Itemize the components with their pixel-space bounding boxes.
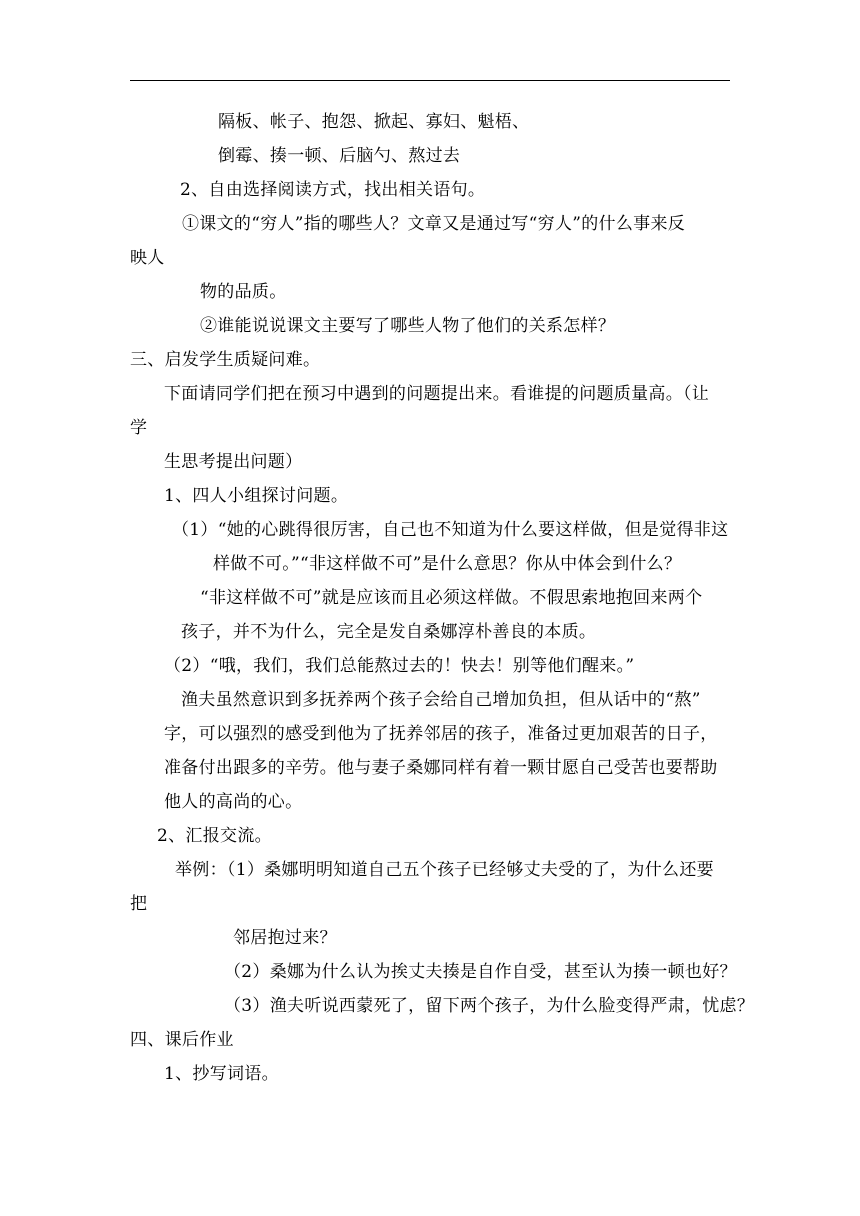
text-line-13: （1）“她的心跳得很厉害，自己也不知道为什么要这样做，但是觉得非这 xyxy=(172,520,729,540)
text-line-26: （2）桑娜为什么认为挨丈夫揍是自作自受，甚至认为揍一顿也好？ xyxy=(224,962,737,982)
text-line-1: 隔板、帐子、抱怨、掀起、寡妇、魁梧、 xyxy=(218,112,530,132)
text-line-2: 倒霉、揍一顿、后脑勺、熬过去 xyxy=(218,146,461,166)
text-line-5: 映人 xyxy=(130,248,165,268)
text-line-24: 把 xyxy=(130,894,148,914)
text-line-9: 下面请同学们把在预习中遇到的问题提出来。看谁提的问题质量高。（让 xyxy=(164,384,710,404)
text-line-10: 学 xyxy=(130,418,148,438)
text-line-27: （3）渔夫听说西蒙死了，留下两个孩子，为什么脸变得严肃，忧虑？ xyxy=(224,996,755,1016)
text-line-11: 生思考提出问题） xyxy=(164,452,303,472)
text-line-15: “非这样做不可”就是应该而且必须这样做。不假思索地抱回来两个 xyxy=(200,588,703,608)
text-line-17: （2）“哦，我们，我们总能熬过去的！快去！别等他们醒来。” xyxy=(164,656,635,676)
text-line-14: 样做不可。”“非这样做不可”是什么意思？你从中体会到什么？ xyxy=(213,554,682,574)
text-line-19: 字，可以强烈的感受到他为了抚养邻居的孩子，准备过更加艰苦的日子， xyxy=(164,724,718,744)
text-line-25: 邻居抱过来？ xyxy=(233,928,337,948)
text-line-12: 1、四人小组探讨问题。 xyxy=(164,486,349,506)
text-line-7: ②谁能说说课文主要写了哪些人物了他们的关系怎样？ xyxy=(200,316,616,336)
text-line-3: 2、自由选择阅读方式，找出相关语句。 xyxy=(180,180,486,200)
text-line-21: 他人的高尚的心。 xyxy=(164,792,303,812)
text-line-4: ①课文的“穷人”指的哪些人？文章又是通过写“穷人”的什么事来反 xyxy=(182,214,686,234)
section-heading-3: 三、启发学生质疑问难。 xyxy=(130,350,321,370)
text-line-18: 渔夫虽然意识到多抚养两个孩子会给自己增加负担，但从话中的“熬” xyxy=(181,690,701,710)
header-rule xyxy=(130,80,730,81)
text-line-22: 2、汇报交流。 xyxy=(157,826,272,846)
text-line-20: 准备付出跟多的辛劳。他与妻子桑娜同样有着一颗甘愿自己受苦也要帮助 xyxy=(164,758,718,778)
text-line-23: 举例：（1）桑娜明明知道自己五个孩子已经够丈夫受的了，为什么还要 xyxy=(175,860,714,880)
text-line-16: 孩子，并不为什么，完全是发自桑娜淳朴善良的本质。 xyxy=(181,622,597,642)
section-heading-4: 四、课后作业 xyxy=(130,1030,234,1050)
text-line-6: 物的品质。 xyxy=(200,282,287,302)
text-line-29: 1、抄写词语。 xyxy=(164,1064,279,1084)
